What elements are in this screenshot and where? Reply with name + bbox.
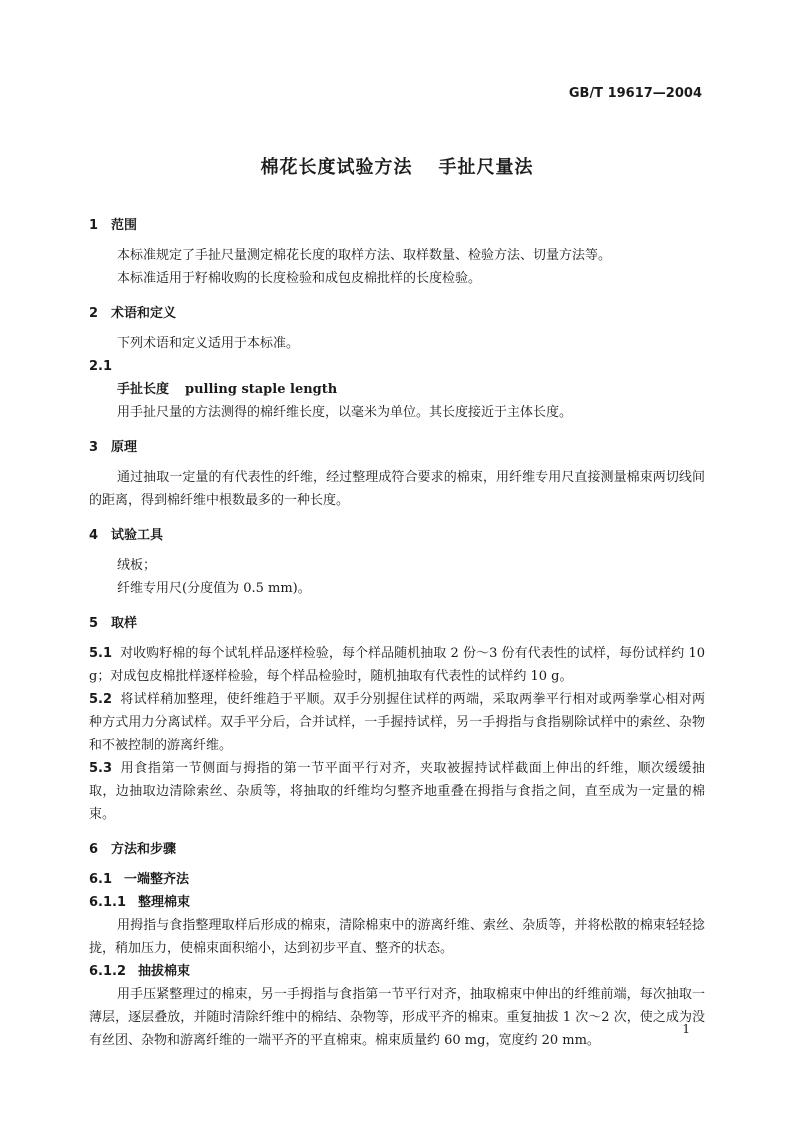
- paragraph: 通过抽取一定量的有代表性的纤维，经过整理成符合要求的棉束，用纤维专用尺直接测量棉束两切线间的距离，得到棉纤维中根数最多的一种长度。: [89, 470, 705, 508]
- subsection-heading-6-1-2: [89, 960, 705, 983]
- paragraph: 下列术语和定义适用于本标准。: [117, 336, 300, 351]
- clause-number: 5.1: [89, 646, 113, 661]
- document-body: [89, 214, 705, 1052]
- subsection-heading-6-1: [89, 868, 705, 891]
- clause-5-1: [89, 642, 705, 688]
- term-english: pulling staple length: [185, 382, 338, 397]
- section-title: 范围: [111, 218, 138, 233]
- clause-number: 6.1.2: [89, 964, 127, 979]
- paragraph: 纤维专用尺(分度值为 0.5 mm)。: [117, 581, 311, 596]
- section-number: 3: [89, 440, 99, 455]
- section-title: 原理: [111, 440, 138, 455]
- section-number: 6: [89, 842, 99, 857]
- paragraph: 绒板；: [117, 558, 157, 573]
- section-number: 1: [89, 218, 99, 233]
- standard-code: GB/T 19617—2004: [568, 86, 702, 101]
- section-title: 试验工具: [111, 528, 164, 543]
- section-number: 4: [89, 528, 99, 543]
- section-heading-principle: [89, 436, 705, 459]
- term-definition: 用手扯尺量的方法测得的棉纤维长度，以毫米为单位。其长度接近于主体长度。: [117, 405, 573, 420]
- clause-5-3: [89, 757, 705, 826]
- section-heading-tools: [89, 524, 705, 547]
- clause-title: 一端整齐法: [124, 872, 190, 887]
- section-heading-terms: [89, 302, 705, 325]
- section-heading-sampling: [89, 612, 705, 635]
- title-sub: 手扯尺量法: [438, 157, 534, 178]
- section-heading-scope: [89, 214, 705, 237]
- section-title: 取样: [111, 616, 138, 631]
- subsection-heading-6-1-1: [89, 891, 705, 914]
- term-chinese: 手扯长度: [117, 382, 170, 397]
- clause-number: 5.2: [89, 692, 113, 707]
- clause-number-text: 2.1: [89, 359, 113, 374]
- section-title: 方法和步骤: [111, 842, 177, 857]
- section-heading-method: [89, 838, 705, 861]
- clause-5-2: [89, 688, 705, 757]
- clause-number: 5.3: [89, 761, 113, 776]
- paragraph: 用拇指与食指整理取样后形成的棉束，清除棉束中的游离纤维、索丝、杂质等，并将松散的棉束轻轻捻拢，稍加压力，使棉束面积缩小，达到初步平直、整齐的状态。: [89, 918, 705, 956]
- term-entry: [89, 378, 705, 401]
- clause-number: [89, 355, 705, 378]
- paragraph: 用手压紧整理过的棉束，另一手拇指与食指第一节平行对齐，抽取棉束中伸出的纤维前端，每次抽取一薄层，逐层叠放，并随时清除纤维中的棉结、杂物等，形成平齐的棉束。重复抽拔 1 次～2 次，使之成为没有丝团、杂物和游离纤维的一端平齐的平直棉束。棉束质量约 60 mg，宽度约 20 mm。: [89, 987, 705, 1048]
- clause-number: 6.1.1: [89, 895, 127, 910]
- page-number: 1: [682, 1022, 690, 1036]
- section-title: 术语和定义: [111, 306, 177, 321]
- section-number: 5: [89, 616, 99, 631]
- section-number: 2: [89, 306, 99, 321]
- clause-title: 抽拔棉束: [138, 964, 191, 979]
- title-main: 棉花长度试验方法: [260, 157, 413, 178]
- clause-number: 6.1: [89, 872, 113, 887]
- clause-title: 整理棉束: [138, 895, 191, 910]
- paragraph: 本标准适用于籽棉收购的长度检验和成包皮棉批样的长度检验。: [117, 271, 482, 286]
- document-title: [0, 153, 794, 179]
- paragraph: 本标准规定了手扯尺量测定棉花长度的取样方法、取样数量、检验方法、切量方法等。: [117, 248, 612, 263]
- clause-text: 将试样稍加整理，使纤维趋于平顺。双手分别握住试样的两端，采取两拳平行相对或两拳掌心相对两种方式用力分离试样。双手平分后，合并试样，一手握持试样，另一手拇指与食指剔除试样中的索丝、杂物和不被控制的游离纤维。: [89, 692, 705, 753]
- clause-text: 对收购籽棉的每个试轧样品逐样检验，每个样品随机抽取 2 份～3 份有代表性的试样，每份试样约 10 g；对成包皮棉批样逐样检验，每个样品检验时，随机抽取有代表性的试样约 10 g。: [89, 646, 705, 684]
- clause-text: 用食指第一节侧面与拇指的第一节平面平行对齐，夹取被握持试样截面上伸出的纤维，顺次缓缓抽取，边抽取边清除索丝、杂质等，将抽取的纤维均匀整齐地重叠在拇指与食指之间，直至成为一定量的棉束。: [89, 761, 705, 822]
